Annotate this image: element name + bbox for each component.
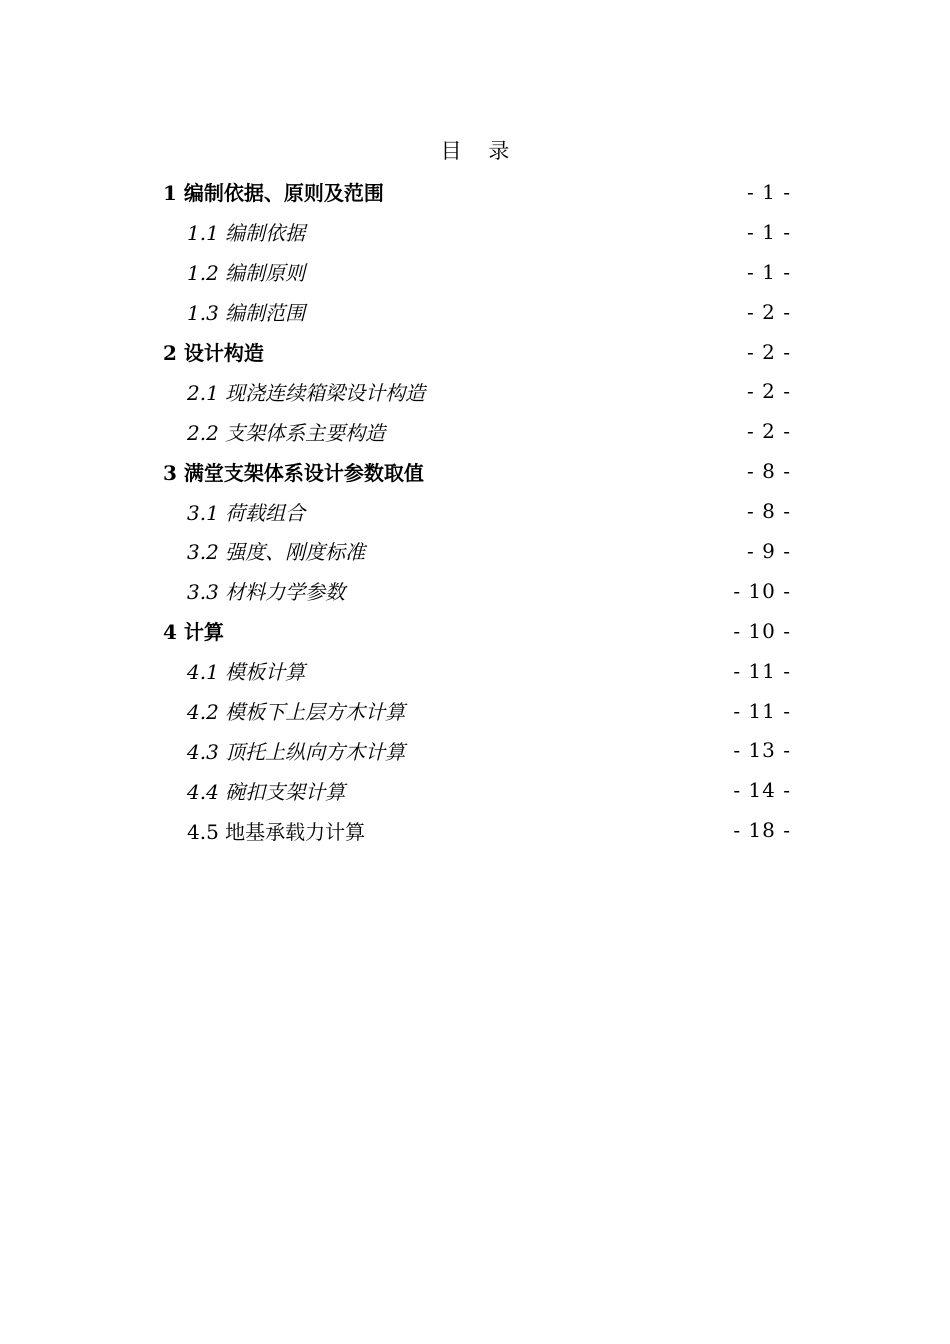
toc-entry-page: - 9 - — [747, 538, 791, 563]
toc-entry-3-1[interactable] — [163, 491, 791, 531]
toc-entry-page: - 1 - — [747, 219, 791, 244]
toc-entry-4-5[interactable] — [163, 810, 791, 850]
toc-entry-label: 1.2 编制原则 — [187, 261, 306, 286]
toc-entry-label: 3.2 强度、刚度标准 — [187, 540, 366, 565]
toc-entry-page: - 11 - — [733, 658, 791, 683]
toc-entry-label: 3 满堂支架体系设计参数取值 — [163, 460, 424, 485]
toc-entry-label: 4.2 模板下上层方木计算 — [187, 700, 406, 725]
toc-entry-1[interactable] — [163, 172, 791, 212]
toc-entry-page: - 2 - — [747, 419, 791, 444]
toc-entry-label: 2 设计构造 — [163, 341, 264, 365]
toc-entry-label: 3.1 荷载组合 — [187, 500, 306, 525]
toc-entry-page: - 1 - — [747, 259, 791, 284]
toc-entry-page: - 2 - — [747, 299, 791, 324]
toc-entry-page: - 18 - — [733, 818, 791, 843]
toc-entry-label: 4 计算 — [163, 620, 224, 645]
toc-entry-label: 3.3 材料力学参数 — [187, 580, 346, 605]
toc-entry-label: 2.2 支架体系主要构造 — [187, 420, 386, 445]
toc-entry-page: - 2 - — [747, 339, 791, 364]
toc-title: 目 录 — [440, 139, 520, 163]
toc-entry-4-3[interactable] — [163, 730, 791, 770]
toc-entry-2[interactable] — [163, 332, 791, 372]
toc-entry-page: - 8 - — [747, 499, 791, 524]
toc-entry-label: 4.5 地基承载力计算 — [187, 819, 366, 844]
toc-entry-2-2[interactable] — [163, 411, 791, 451]
toc-entry-page: - 13 - — [733, 738, 791, 763]
toc-entry-label: 4.3 顶托上纵向方木计算 — [187, 739, 406, 764]
toc-entry-1-2[interactable] — [163, 252, 791, 292]
toc-entry-label: 1.3 编制范围 — [187, 301, 306, 326]
toc-entry-4-4[interactable] — [163, 770, 791, 810]
toc-entry-label: 1 编制依据、原则及范围 — [163, 181, 384, 206]
toc-entry-1-3[interactable] — [163, 292, 791, 332]
toc-entry-page: - 10 - — [733, 578, 791, 603]
toc-entry-1-1[interactable] — [163, 212, 791, 252]
toc-entry-page: - 11 - — [733, 698, 791, 723]
toc-entry-page: - 2 - — [747, 379, 791, 404]
toc-entry-4-2[interactable] — [163, 691, 791, 731]
toc-entry-label: 1.1 编制依据 — [187, 221, 306, 246]
toc-entry-page: - 8 - — [747, 459, 791, 484]
toc-entry-2-1[interactable] — [163, 371, 791, 411]
toc-entry-3-3[interactable] — [163, 571, 791, 611]
table-of-contents — [163, 172, 791, 850]
toc-entry-page: - 10 - — [733, 618, 791, 643]
toc-entry-4-1[interactable] — [163, 651, 791, 691]
toc-entry-label: 4.1 模板计算 — [187, 660, 306, 685]
toc-entry-3-2[interactable] — [163, 531, 791, 571]
toc-entry-3[interactable] — [163, 451, 791, 491]
toc-entry-label: 4.4 碗扣支架计算 — [187, 779, 346, 804]
toc-entry-label: 2.1 现浇连续箱梁设计构造 — [187, 380, 426, 405]
toc-entry-4[interactable] — [163, 611, 791, 651]
toc-entry-page: - 1 - — [747, 179, 791, 204]
toc-entry-page: - 14 - — [733, 778, 791, 803]
